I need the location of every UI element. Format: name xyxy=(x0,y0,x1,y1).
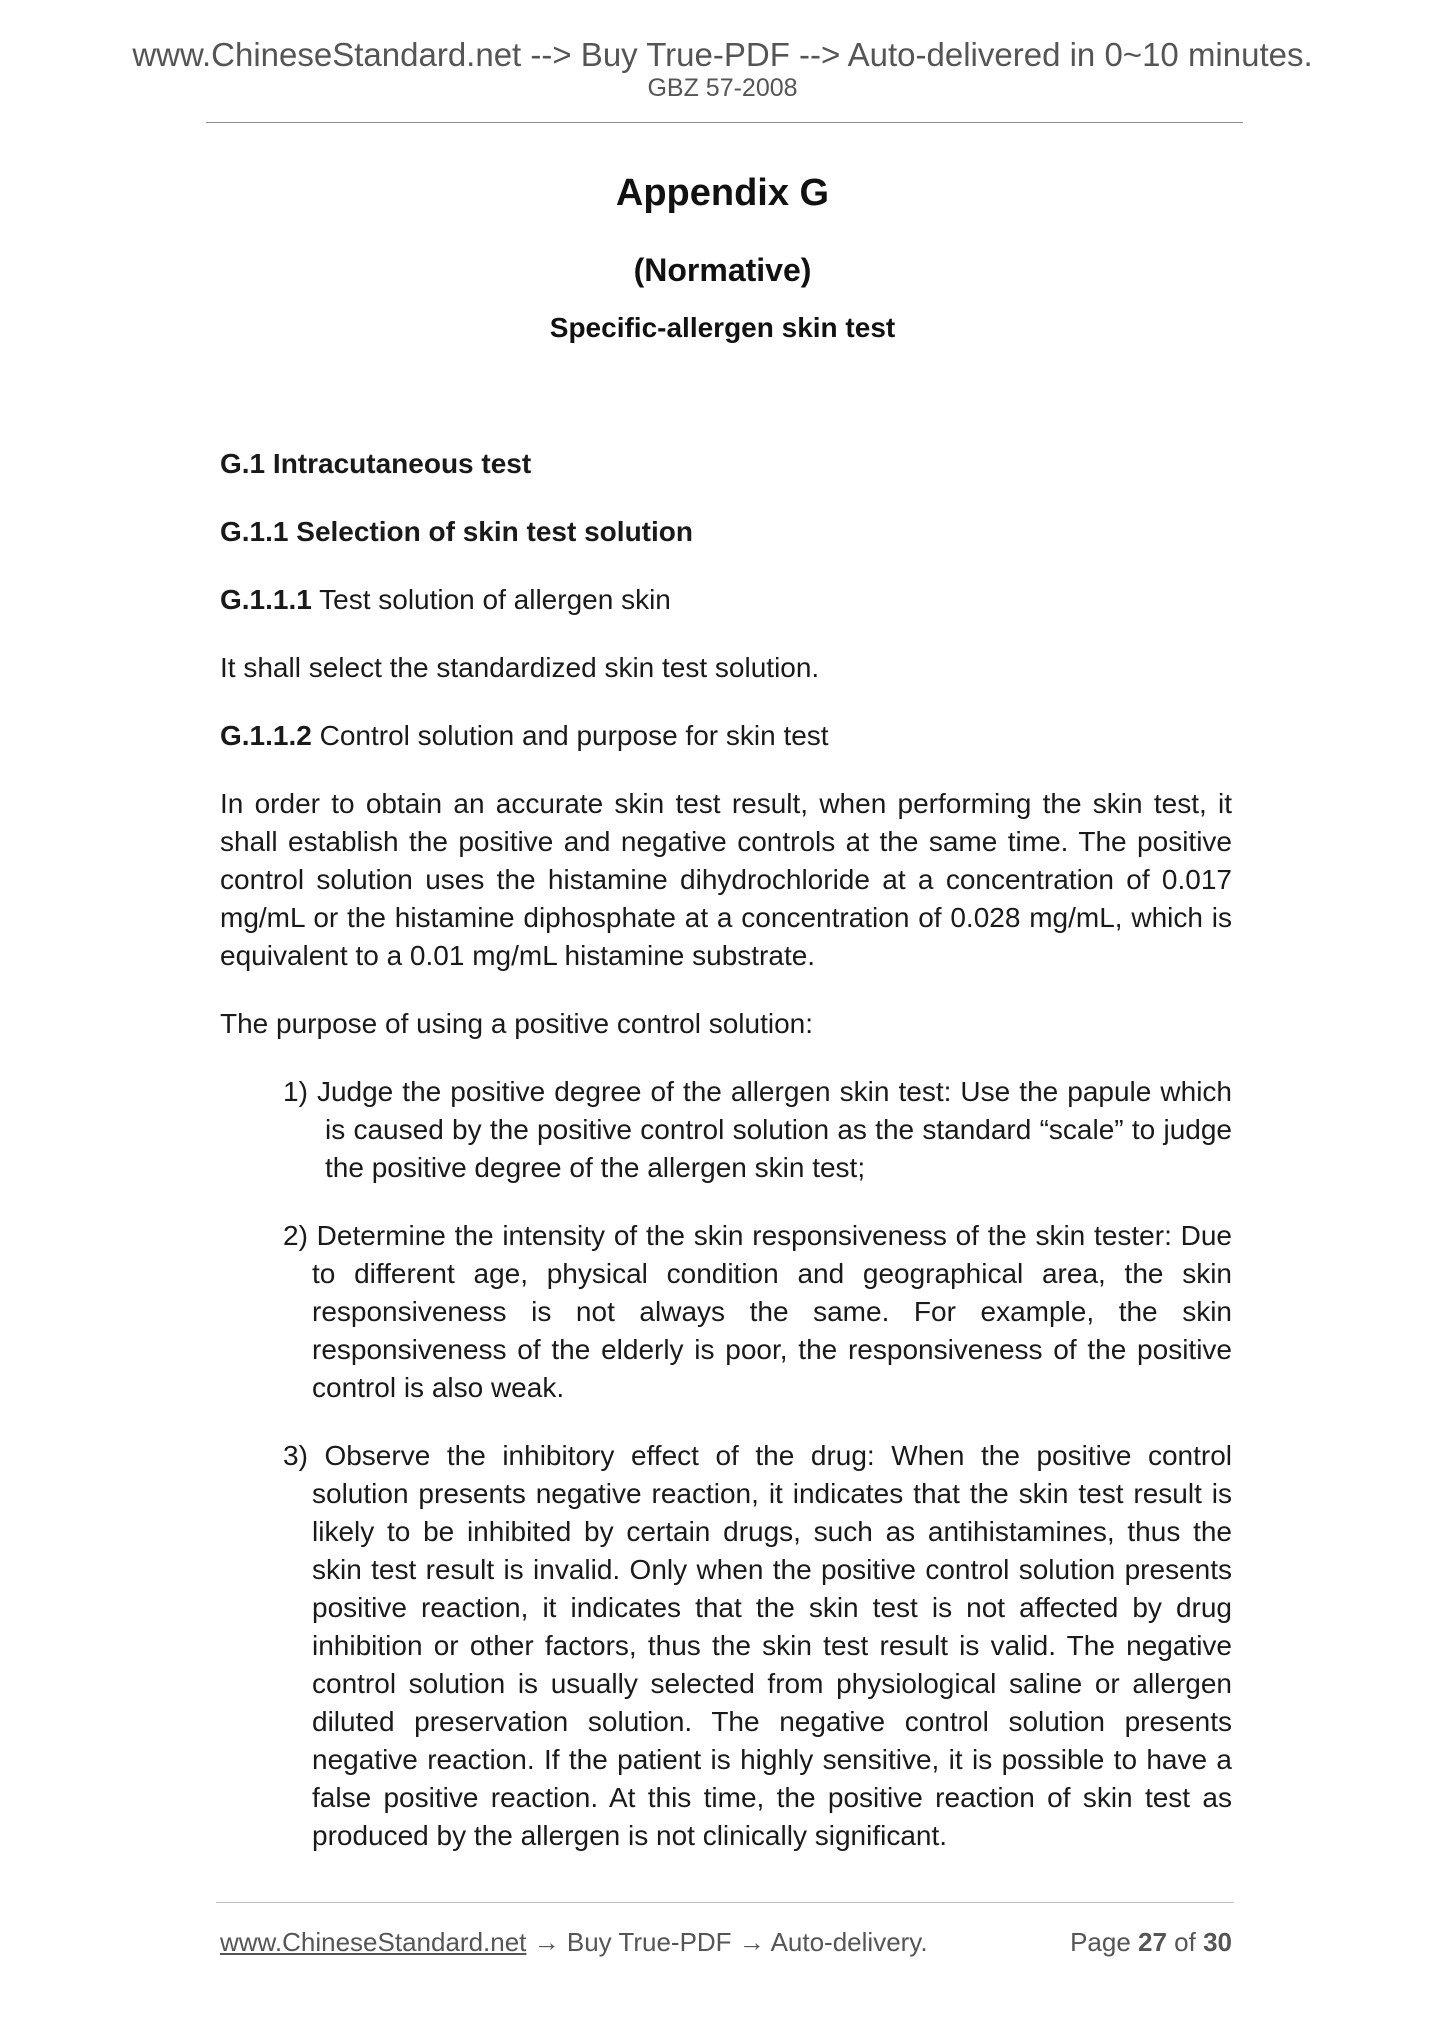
page-label: Page xyxy=(1070,1927,1139,1957)
list-item: 2) Determine the intensity of the skin responsiveness of the skin tester: Due to different age, physical condition and geographical area, the skin responsiveness is not always the same. For example, the skin responsiveness of the elderly is poor, the responsiveness of the positive control is also weak. xyxy=(283,1220,1232,1403)
header-divider xyxy=(206,122,1243,123)
page-total: 30 xyxy=(1203,1927,1232,1957)
clause-title: Test solution of allergen skin xyxy=(311,584,671,615)
clause-number: G.1.1.1 xyxy=(220,584,312,615)
footer-tail: → Buy True-PDF → Auto-delivery. xyxy=(526,1927,928,1957)
heading-g1-1: G.1.1 Selection of skin test solution xyxy=(220,516,693,547)
paragraph: In order to obtain an accurate skin test result, when performing the skin test, it shall establish the positive and negative controls at the same time. The positive control solution uses the histamine dihydrochloride at a concentration of 0.017 mg/mL or the histamine diphosphate at a concentration of 0.028 mg/mL, which is equivalent to a 0.01 mg/mL histamine substrate. xyxy=(220,788,1232,971)
footer-link[interactable]: www.ChineseStandard.net xyxy=(220,1927,527,1957)
top-banner: www.ChineseStandard.net --> Buy True-PDF --> Auto-delivered in 0~10 minutes. xyxy=(132,36,1313,73)
normative-label: (Normative) xyxy=(633,252,812,288)
page-current: 27 xyxy=(1138,1927,1167,1957)
footer-divider xyxy=(216,1902,1234,1903)
list-item: 3) Observe the inhibitory effect of the drug: When the positive control solution presents negative reaction, it indicates that the skin test result is likely to be inhibited by certain drugs, such as antihistamines, thus the skin test result is invalid. Only when the positive control solution presents positive reaction, it indicates that the skin test is not affected by drug inhibition or other factors, thus the skin test result is valid. The negative control solution is usually selected from physiological saline or allergen diluted preservation solution. The negative control solution presents negative reaction. If the patient is highly sensitive, it is possible to have a false positive reaction. At this time, the positive reaction of skin test as produced by the allergen is not clinically significant. xyxy=(283,1440,1232,1851)
doc-number: GBZ 57-2008 xyxy=(647,74,798,102)
purpose-list xyxy=(220,1073,1232,1855)
of-label: of xyxy=(1166,1927,1204,1957)
clause-number: G.1.1.2 xyxy=(220,720,312,751)
paragraph: It shall select the standardized skin test solution. xyxy=(220,652,820,683)
clause-g1-1-1 xyxy=(220,581,1232,619)
document-body xyxy=(220,445,1232,1885)
appendix-subtitle: Specific-allergen skin test xyxy=(549,312,896,343)
page-indicator xyxy=(1070,1924,1232,1960)
clause-g1-1-2 xyxy=(220,717,1232,755)
paragraph: The purpose of using a positive control solution: xyxy=(220,1008,814,1039)
list-item: 1) Judge the positive degree of the allergen skin test: Use the papule which is caused by the positive control solution as the standard “scale” to judge the positive degree of the allergen skin test; xyxy=(283,1076,1232,1183)
clause-title: Control solution and purpose for skin test xyxy=(311,720,829,751)
heading-g1: G.1 Intracutaneous test xyxy=(220,448,532,479)
footer-promo xyxy=(220,1924,928,1960)
page-footer xyxy=(220,1924,1232,1960)
appendix-title: Appendix G xyxy=(615,172,830,214)
